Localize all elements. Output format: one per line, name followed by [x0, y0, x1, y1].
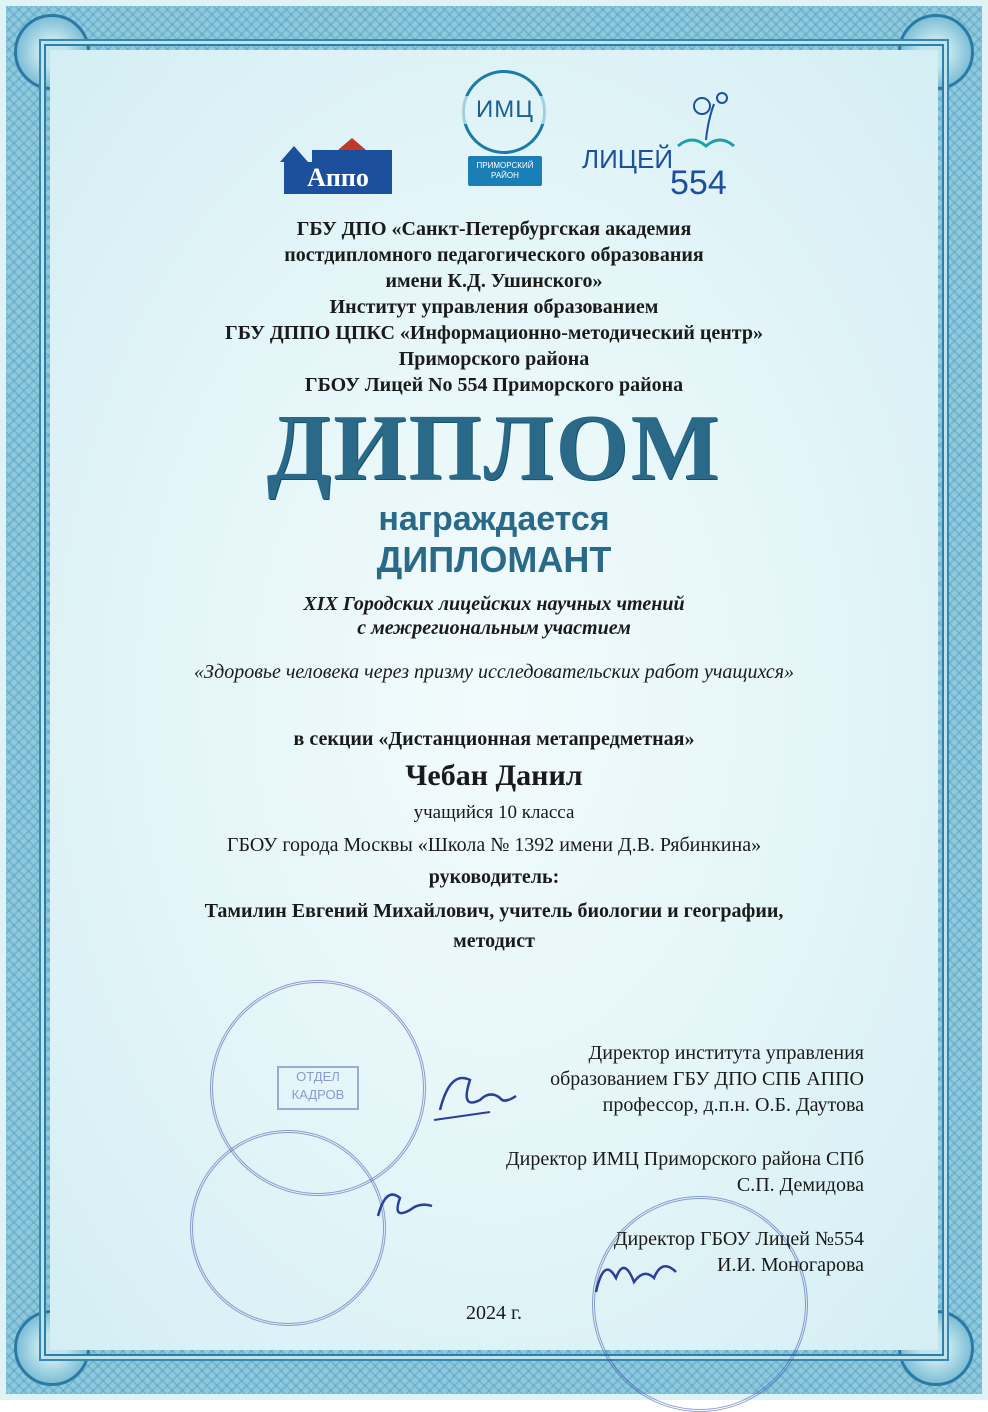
supervisor-label: руководитель: — [428, 866, 560, 888]
supervisor-line: методист — [453, 930, 535, 952]
appo-logo — [272, 132, 402, 196]
supervisor-line: Тамилин Евгений Михайлович, учитель биологии и географии, — [204, 900, 784, 922]
supervisor-info — [0, 896, 988, 956]
imc-logo — [450, 70, 560, 200]
stamp-text: ОТДЕЛ КАДРОВ — [277, 1066, 359, 1110]
header-line: ГБУ ДППО ЦПКС «Информационно-методический центр» — [225, 322, 763, 344]
diploma-title: ДИПЛОМ — [266, 396, 722, 500]
imc-logo-text: ИМЦ — [450, 96, 560, 124]
imc-logo-badge: ПРИМОРСКИЙ РАЙОН — [468, 156, 542, 186]
signatory-line: Директор ГБОУ Лицей №554 — [613, 1228, 864, 1250]
recipient-grade: учащийся 10 класса — [413, 802, 575, 823]
signature-mark — [370, 1180, 440, 1230]
award-status: ДИПЛОМАНТ — [376, 539, 612, 580]
header-line: ГБОУ Лицей No 554 Приморского района — [304, 374, 684, 396]
lyceum-logo — [582, 84, 742, 204]
section-name: в секции «Дистанционная метапредметная» — [293, 728, 695, 750]
event-name — [0, 592, 988, 640]
header-line: имени К.Д. Ушинского» — [385, 270, 603, 292]
logo-row — [0, 70, 988, 210]
event-line: XIX Городских лицейских научных чтений — [303, 593, 685, 615]
event-line: с межрегиональным участием — [357, 617, 631, 639]
lyceum-logo-word: ЛИЦЕЙ — [582, 144, 674, 174]
recipient-name: Чебан Данил — [405, 759, 583, 792]
header-line: Институт управления образованием — [329, 296, 659, 318]
official-stamp — [190, 1130, 386, 1326]
awarded-label: награждается — [378, 500, 610, 538]
signatory-line: И.И. Моногарова — [716, 1254, 864, 1276]
header-line: Приморского района — [398, 348, 590, 370]
header-line: ГБУ ДПО «Санкт-Петербургская академия — [296, 218, 692, 240]
header-line: постдипломного педагогического образования — [284, 244, 704, 266]
signature-block — [550, 1040, 864, 1118]
appo-logo-text: Аппо — [284, 162, 392, 194]
signature-mark — [430, 1060, 520, 1130]
signatory-line: профессор, д.п.н. О.Б. Даутова — [602, 1094, 864, 1116]
recipient-school: ГБОУ города Москвы «Школа № 1392 имени Д.В. Рябинкина» — [226, 834, 762, 856]
signature-block — [614, 1226, 864, 1278]
signatory-line: Директор ИМЦ Приморского района СПб — [505, 1148, 864, 1170]
issue-year: 2024 г. — [466, 1302, 522, 1324]
signatory-line: С.П. Демидова — [736, 1174, 864, 1196]
lyceum-logo-number: 554 — [670, 164, 727, 202]
issuing-organizations — [0, 216, 988, 398]
signature-block — [506, 1146, 864, 1198]
signatory-line: Директор института управления — [588, 1042, 864, 1064]
event-theme: «Здоровье человека через призму исследовательских работ учащихся» — [193, 661, 795, 683]
signatory-line: образованием ГБУ ДПО СПБ АППО — [550, 1068, 864, 1090]
